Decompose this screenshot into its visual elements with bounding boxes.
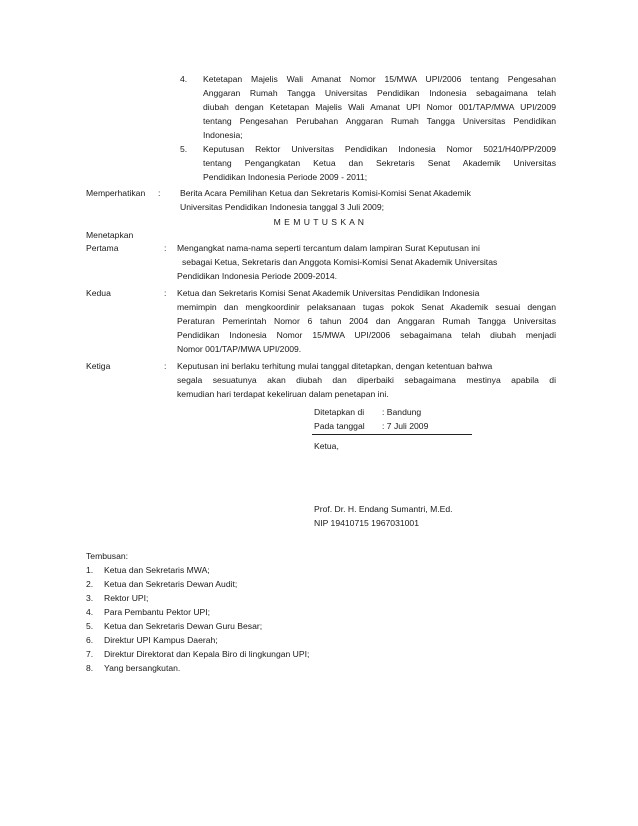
- item-line: Ketetapan Majelis Wali Amanat Nomor 15/MWA UPI/2006 tentang Pengesahan: [203, 74, 556, 84]
- item-line: tentang Pengesahan Perubahan Anggaran Rumah Tangga Universitas Pendidikan: [203, 116, 556, 126]
- colon: :: [158, 188, 161, 198]
- colon: :: [164, 288, 167, 298]
- kedua-label: Kedua: [86, 288, 111, 298]
- list-item: Para Pembantu Pektor UPI;: [104, 607, 211, 617]
- list-item-number: 6.: [86, 635, 94, 645]
- ketiga-label: Ketiga: [86, 361, 111, 371]
- item-line: diubah dengan Ketetapan Majelis Wali Amanat UPI Nomor 001/TAP/MWA UPI/2009: [203, 102, 556, 112]
- ketiga-line: segala sesuatunya akan diubah dan diperbaiki sebagaimana mestinya apabila di: [177, 375, 556, 385]
- kedua-line: memimpin dan mengkoordinir pelaksanaan tugas pokok Senat Akademik sesuai dengan: [177, 302, 556, 312]
- pertama-line: Pendidikan Indonesia Periode 2009-2014.: [177, 271, 338, 281]
- pertama-line: Mengangkat nama-nama seperti tercantum dalam lampiran Surat Keputusan ini: [177, 243, 480, 253]
- ketiga-line: kemudian hari terdapat kekeliruan dalam penetapan ini.: [177, 389, 389, 399]
- item-line: Pendidikan Indonesia Periode 2009 - 2011;: [203, 172, 368, 182]
- ditetapkan-label: Ditetapkan di: [314, 407, 365, 417]
- kedua-line: Peraturan Pemerintah Nomor 6 tahun 2004 dan Anggaran Rumah Tangga Universitas: [177, 316, 556, 326]
- memperhatikan-label: Memperhatikan: [86, 188, 146, 198]
- list-item: Rektor UPI;: [104, 593, 149, 603]
- list-item: Ketua dan Sekretaris MWA;: [104, 565, 210, 575]
- list-item-number: 5.: [86, 621, 94, 631]
- list-item: Direktur Direktorat dan Kepala Biro di lingkungan UPI;: [104, 649, 310, 659]
- menetapkan-label: Menetapkan: [86, 230, 134, 240]
- tanggal-label: Pada tanggal: [314, 421, 365, 431]
- memperhatikan-line: Universitas Pendidikan Indonesia tanggal 3 Juli 2009;: [180, 202, 384, 212]
- kedua-line: Ketua dan Sekretaris Komisi Senat Akademik Universitas Pendidikan Indonesia: [177, 288, 480, 298]
- ketiga-line: Keputusan ini berlaku terhitung mulai tanggal ditetapkan, dengan ketentuan bahwa: [177, 361, 493, 371]
- ditetapkan-value: : Bandung: [382, 407, 422, 417]
- signature-divider: [312, 434, 472, 435]
- colon: :: [164, 243, 167, 253]
- pertama-label: Pertama: [86, 243, 119, 253]
- item-line: Keputusan Rektor Universitas Pendidikan Indonesia Nomor 5021/H40/PP/2009: [203, 144, 556, 154]
- list-item-number: 8.: [86, 663, 94, 673]
- item-number: 4.: [180, 74, 188, 84]
- list-item: Yang bersangkutan.: [104, 663, 181, 673]
- list-item-number: 2.: [86, 579, 94, 589]
- item-line: Indonesia;: [203, 130, 243, 140]
- item-line: Anggaran Rumah Tangga Universitas Pendidikan Indonesia sebagaimana telah: [203, 88, 556, 98]
- list-item: Direktur UPI Kampus Daerah;: [104, 635, 218, 645]
- tanggal-value: : 7 Juli 2009: [382, 421, 429, 431]
- colon: :: [164, 361, 167, 371]
- pertama-line: sebagai Ketua, Sekretaris dan Anggota Komisi-Komisi Senat Akademik Universitas: [182, 257, 498, 267]
- list-item-number: 3.: [86, 593, 94, 603]
- signatory-name: Prof. Dr. H. Endang Sumantri, M.Ed.: [314, 504, 453, 514]
- item-line: tentang Pengangkatan Ketua dan Sekretaris Senat Akademik Universitas: [203, 158, 556, 168]
- list-item-number: 7.: [86, 649, 94, 659]
- signatory-nip: NIP 19410715 1967031001: [314, 518, 419, 528]
- signature-position: Ketua,: [314, 441, 339, 451]
- memperhatikan-line: Berita Acara Pemilihan Ketua dan Sekretaris Komisi-Komisi Senat Akademik: [180, 188, 471, 198]
- kedua-line: Nomor 001/TAP/MWA UPI/2009.: [177, 344, 302, 354]
- memutuskan-heading: M E M U T U S K A N: [273, 217, 365, 227]
- list-item: Ketua dan Sekretaris Dewan Guru Besar;: [104, 621, 263, 631]
- item-number: 5.: [180, 144, 188, 154]
- tembusan-title: Tembusan:: [86, 551, 129, 561]
- kedua-line: Pendidikan Indonesia Nomor 15/MWA UPI/2006 sebagaimana telah diubah menjadi: [177, 330, 556, 340]
- list-item-number: 1.: [86, 565, 94, 575]
- list-item-number: 4.: [86, 607, 94, 617]
- list-item: Ketua dan Sekretaris Dewan Audit;: [104, 579, 238, 589]
